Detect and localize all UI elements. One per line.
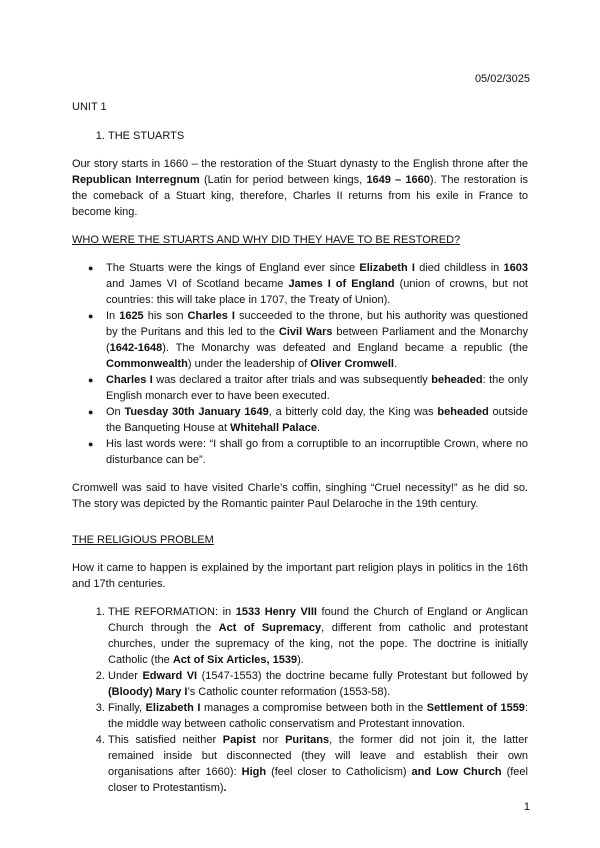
section-list bbox=[72, 128, 528, 144]
text-run: Under bbox=[108, 670, 143, 682]
text-run: , different from catholic and protestant churches, under the supremacy of the king, not the pope. The doctrine is initially Catholic (the bbox=[108, 622, 528, 666]
bold-text: Republican Interregnum bbox=[72, 174, 200, 186]
list-item bbox=[106, 436, 528, 468]
bold-text: 1603 bbox=[503, 262, 528, 274]
bold-text: Oliver Cromwell bbox=[310, 358, 394, 370]
text-run: : the middle way between catholic conservatism and Protestant innovation. bbox=[108, 702, 528, 730]
bold-text: Papist bbox=[222, 734, 256, 746]
list-item bbox=[108, 604, 528, 668]
text-run: (Latin for period between kings, bbox=[199, 174, 367, 186]
bold-text: Puritans bbox=[285, 734, 330, 746]
document-body bbox=[72, 128, 528, 808]
bold-text: 1642-1648 bbox=[109, 342, 163, 354]
bold-text: Edward VI bbox=[142, 670, 198, 682]
text-run: . bbox=[393, 358, 398, 370]
text-run: His last words were: “I shall go from a corruptible to an incorruptible Crown, where no disturbance can be”. bbox=[106, 438, 528, 466]
bold-text: James I of England bbox=[288, 278, 395, 290]
text-run: Our story starts in 1660 – the restoration of the Stuart dynasty to the English throne after the bbox=[72, 158, 528, 170]
bold-text: Charles I bbox=[187, 310, 235, 322]
text-run: ’s Catholic counter reformation (1553-58). bbox=[187, 686, 391, 698]
text-run: (feel closer to Protestantism) bbox=[108, 766, 528, 794]
list-item bbox=[106, 308, 528, 372]
text-run: nor bbox=[255, 734, 286, 746]
bold-text: 1649 – 1660 bbox=[366, 174, 430, 186]
text-run: ). The Monarchy was defeated and England became a republic (the bbox=[162, 342, 528, 354]
text-run: between Parliament and the Monarchy ( bbox=[106, 326, 529, 354]
bold-text: Act of Supremacy bbox=[218, 622, 322, 634]
text-run: (union of crowns, but not countries: this will take place in 1707, the Treaty of Union). bbox=[106, 278, 528, 306]
bold-text: Tuesday 30th January 1649 bbox=[124, 406, 269, 418]
unit-title: UNIT 1 bbox=[72, 101, 107, 113]
bold-text: High bbox=[241, 766, 267, 778]
text-run: (feel closer to Catholicism) bbox=[266, 766, 412, 778]
stuarts-bullet-list bbox=[72, 260, 528, 468]
text-run: ). bbox=[297, 654, 304, 666]
text-run: succeeded to the throne, but his authority was questioned by the Puritans and this led to the bbox=[106, 310, 529, 338]
text-run: This satisfied neither bbox=[108, 734, 223, 746]
text-run: In bbox=[106, 310, 120, 322]
text-run: The Stuarts were the kings of England ever since bbox=[106, 262, 360, 274]
text-run: (1547-1553) the doctrine became fully Protestant but followed by bbox=[197, 670, 528, 682]
text-run: outside the Banqueting House at bbox=[106, 406, 529, 434]
bold-text: (Bloody) Mary I bbox=[108, 686, 188, 698]
religion-numbered-list bbox=[72, 604, 528, 796]
section-title: 1. THE STUARTS bbox=[108, 128, 528, 144]
text-run: THE REFORMATION: in bbox=[108, 606, 236, 618]
bold-text: beheaded bbox=[431, 374, 483, 386]
bold-text: . bbox=[223, 782, 227, 794]
document-date: 05/02/3025 bbox=[474, 73, 530, 85]
section-heading-stuarts: WHO WERE THE STUARTS AND WHY DID THEY HAVE TO BE RESTORED? bbox=[72, 234, 461, 246]
bold-text: and Low Church bbox=[411, 766, 502, 778]
text-run: On bbox=[106, 406, 125, 418]
list-item bbox=[108, 700, 528, 732]
text-run: ) under the leadership of bbox=[187, 358, 311, 370]
text-run: his son bbox=[143, 310, 188, 322]
list-item bbox=[106, 404, 528, 436]
list-item bbox=[106, 372, 528, 404]
bold-text: Elizabeth I bbox=[145, 702, 201, 714]
bold-text: Commonwealth bbox=[106, 358, 188, 370]
list-item bbox=[108, 732, 528, 796]
list-item bbox=[108, 668, 528, 700]
text-run: . bbox=[316, 422, 321, 434]
bold-text: 1625 bbox=[119, 310, 144, 322]
bold-text: Settlement of 1559 bbox=[426, 702, 525, 714]
bold-text: Whitehall Palace bbox=[230, 422, 317, 434]
text-run: died childless in bbox=[415, 262, 504, 274]
text-run: was declared a traitor after trials and was subsequently bbox=[152, 374, 432, 386]
intro-paragraph bbox=[72, 156, 528, 220]
text-run: found the Church of England or Anglican Church through the bbox=[108, 606, 528, 634]
text-run: , the former did not join it, the latter remained inside but disconnected (they will leave and establish their own organisations after 1660): bbox=[108, 734, 528, 778]
spacer bbox=[72, 524, 528, 532]
text-run: : the only English monarch ever to have been executed. bbox=[106, 374, 529, 402]
cromwell-paragraph: Cromwell was said to have visited Charle’s coffin, singhing “Cruel necessity!” as he did so. The story was depicted by the Romantic painter Paul Delaroche in the 19th century. bbox=[72, 482, 528, 510]
text-run: ). The restoration is the comeback of a Stuart king, therefore, Charles II returns from his exile in France to become king. bbox=[72, 174, 528, 218]
page-number: 1 bbox=[523, 801, 530, 813]
list-item bbox=[106, 260, 528, 308]
bold-text: beheaded bbox=[437, 406, 489, 418]
bold-text: Act of Six Articles, 1539 bbox=[172, 654, 298, 666]
text-run: Finally, bbox=[108, 702, 146, 714]
text-run: , a bitterly cold day, the King was bbox=[268, 406, 438, 418]
text-run: and James VI of Scotland became bbox=[106, 278, 289, 290]
bold-text: Elizabeth I bbox=[359, 262, 415, 274]
section-heading-religion: THE RELIGIOUS PROBLEM bbox=[72, 534, 214, 546]
text-run: manages a compromise between both in the bbox=[200, 702, 427, 714]
bold-text: Civil Wars bbox=[278, 326, 333, 338]
bold-text: Charles I bbox=[106, 374, 153, 386]
bold-text: 1533 Henry VIII bbox=[235, 606, 317, 618]
religion-intro-paragraph: How it came to happen is explained by the important part religion plays in politics in the 16th and 17th centuries. bbox=[72, 562, 528, 590]
